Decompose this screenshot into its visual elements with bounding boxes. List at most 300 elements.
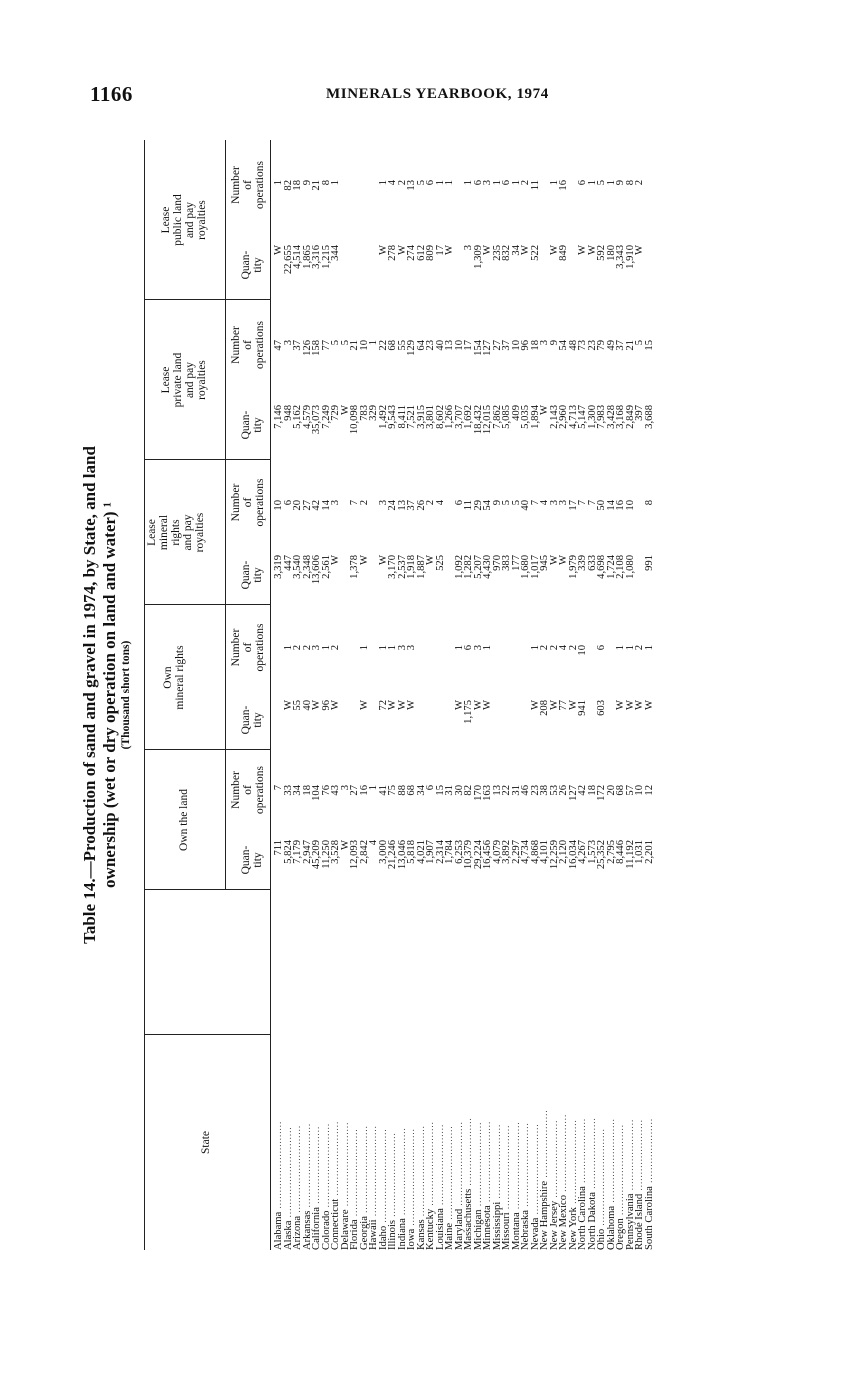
lease-mineral-operations-cell: 3 (548, 500, 560, 506)
own-land-quantity-cell: 2,947 (301, 840, 313, 864)
lease-public-quantity-cell: 22,655 (282, 245, 294, 275)
own-mineral-operations-cell: 2 (548, 645, 560, 651)
lease-private-operations-cell: 37 (292, 340, 303, 351)
own-land-quantity-cell: 711 (273, 840, 284, 856)
leader-dots: ........................... (510, 1121, 521, 1213)
own-mineral-operations-cell (426, 645, 436, 690)
state-name: Maine (444, 1222, 455, 1250)
own-land-operations-cell: 68 (406, 785, 417, 796)
leader-dots: ........................ (311, 1125, 321, 1208)
lease-private-operations-cell: 158 (311, 340, 322, 356)
subheader-quantity: Quan- tity (240, 560, 264, 590)
lease-public-operations-cell: 1 (377, 180, 389, 186)
lease-mineral-operations-cell: 10 (624, 500, 636, 511)
lease-mineral-quantity-cell: 2,537 (396, 555, 408, 579)
own-mineral-operations-cell: 3 (406, 645, 417, 651)
state-name: Arizona (292, 1215, 303, 1250)
lease-mineral-quantity-cell: 1,092 (453, 555, 465, 579)
lease-public-quantity-column (274, 245, 654, 300)
state-name: Delaware (339, 1209, 351, 1250)
leader-dots: ...................... (634, 1119, 644, 1194)
lease-private-quantity-cell: 18,432 (472, 405, 484, 435)
own-land-operations-cell: 15 (434, 785, 446, 796)
lease-public-operations-cell: 2 (396, 180, 408, 186)
leader-dots: .............................. (596, 1128, 606, 1229)
lease-mineral-operations-cell: 3 (330, 500, 341, 506)
own-mineral-quantity-cell: W (406, 700, 417, 710)
own-mineral-quantity-cell (493, 700, 503, 750)
state-name: New York (567, 1207, 579, 1250)
leader-dots: ...................... (586, 1117, 597, 1193)
own-land-quantity-cell: 4 (368, 840, 379, 846)
page-number: 1166 (90, 82, 133, 106)
lease-public-operations-cell: 1 (510, 180, 522, 186)
own-mineral-quantity-column (274, 700, 654, 750)
lease-mineral-operations-column (274, 500, 654, 545)
lease-mineral-quantity-cell: W (558, 555, 569, 565)
state-name: South Carolina (643, 1186, 655, 1250)
lease-mineral-operations-cell: 7 (349, 500, 360, 506)
lease-private-operations-cell: 13 (444, 340, 455, 351)
state-name: Idaho (377, 1225, 389, 1250)
own-mineral-quantity-cell: 96 (320, 700, 332, 711)
own-mineral-quantity-cell: W (330, 700, 341, 710)
lease-public-operations-cell: 18 (292, 180, 303, 191)
lease-private-operations-cell: 27 (491, 340, 503, 351)
lease-private-quantity-cell: 7,983 (596, 405, 607, 429)
lease-private-operations-cell: 17 (463, 340, 474, 351)
leader-dots: ............................. (377, 1128, 388, 1226)
subheader-quantity: Quan- tity (240, 250, 264, 280)
lease-private-quantity-cell: 1,300 (586, 405, 598, 429)
lease-mineral-operations-cell: 4 (434, 500, 446, 506)
own-mineral-operations-cell: 2 (292, 645, 303, 651)
table-row-state (645, 1035, 655, 1250)
own-mineral-operations-cell (417, 645, 427, 690)
lease-public-operations-cell: 1 (463, 180, 474, 186)
own-land-quantity-cell: 3,892 (501, 840, 512, 864)
lease-private-operations-cell: 54 (558, 340, 569, 351)
lease-public-quantity-cell: 592 (596, 245, 607, 261)
own-land-operations-cell: 76 (320, 785, 332, 796)
lease-private-operations-cell: 10 (453, 340, 465, 351)
running-head: MINERALS YEARBOOK, 1974 (326, 86, 549, 102)
lease-private-operations-cell: 10 (358, 340, 370, 351)
lease-mineral-operations-cell: 2 (358, 500, 370, 506)
lease-private-operations-cell: 10 (510, 340, 522, 351)
own-land-quantity-cell: 4,079 (491, 840, 503, 864)
own-mineral-quantity-cell: W (358, 700, 370, 710)
lease-private-quantity-cell: 329 (368, 405, 379, 421)
lease-public-quantity-cell (645, 245, 655, 300)
lease-mineral-quantity-cell: 1,979 (567, 555, 579, 579)
lease-public-operations-cell: 1 (586, 180, 598, 186)
lease-private-quantity-cell: 3,428 (605, 405, 617, 429)
own-land-quantity-cell: 2,842 (358, 840, 370, 864)
subheader-quantity: Quan- tity (240, 410, 264, 440)
group-rule (225, 750, 226, 890)
lease-mineral-operations-cell: 4 (539, 500, 550, 506)
own-land-quantity-cell: 2,201 (643, 840, 655, 864)
group-rule (225, 300, 226, 460)
own-mineral-operations-cell: 1 (615, 645, 626, 651)
state-name: Kansas (415, 1219, 427, 1250)
own-land-operations-cell: 31 (444, 785, 455, 796)
own-land-operations-cell: 88 (396, 785, 408, 796)
own-mineral-operations-cell: 2 (634, 645, 645, 651)
lease-private-quantity-cell: 2,143 (548, 405, 560, 429)
own-land-operations-cell: 38 (539, 785, 550, 796)
lease-public-operations-cell: 6 (472, 180, 484, 186)
lease-private-operations-cell: 126 (301, 340, 313, 356)
leader-dots: .......................... (453, 1121, 464, 1209)
own-land-quantity-cell: 1,031 (634, 840, 645, 864)
own-mineral-quantity-cell: W (282, 700, 294, 710)
lease-private-operations-cell: 48 (567, 340, 579, 351)
group-rule (225, 605, 226, 750)
own-land-operations-cell: 75 (387, 785, 398, 796)
own-mineral-operations-cell: 6 (596, 645, 607, 651)
lease-public-operations-cell: 11 (529, 180, 541, 191)
own-mineral-operations-cell: 1 (624, 645, 636, 651)
top-rule (144, 140, 145, 1250)
lease-mineral-operations-cell: 17 (567, 500, 579, 511)
lease-mineral-operations-cell (445, 500, 455, 545)
lease-mineral-quantity-cell: 2,561 (320, 555, 332, 579)
lease-private-quantity-cell: 10,098 (349, 405, 360, 435)
state-name: Connecticut (330, 1198, 341, 1250)
state-name: Indiana (396, 1218, 408, 1250)
lease-private-operations-cell: 55 (396, 340, 408, 351)
lease-public-quantity-cell: 3 (463, 245, 474, 251)
leader-dots: ..................... (463, 1117, 473, 1189)
lease-public-operations-cell: 2 (634, 180, 645, 186)
lease-private-operations-cell: 77 (320, 340, 332, 351)
header-lease-mineral: Lease mineral rights and pay royalties (146, 512, 206, 553)
lease-public-quantity-cell: W (444, 245, 455, 255)
own-mineral-operations-cell: 1 (377, 645, 389, 651)
own-mineral-operations-cell: 1 (282, 645, 294, 651)
lease-mineral-quantity-cell: 383 (501, 555, 512, 571)
lease-private-operations-cell: 37 (615, 340, 626, 351)
lease-private-operations-cell: 154 (472, 340, 484, 356)
state-name: Florida (349, 1219, 360, 1250)
lease-mineral-quantity-cell: 1,282 (463, 555, 474, 579)
lease-public-quantity-cell (360, 245, 370, 300)
own-land-quantity-cell: 5,824 (282, 840, 294, 864)
lease-mineral-operations-cell: 24 (387, 500, 398, 511)
table-title-line-1: Table 14.—Production of sand and gravel in 1974, by State, and land (80, 446, 99, 944)
own-land-quantity-cell: 10,379 (463, 840, 474, 870)
leader-dots: .................... (643, 1117, 654, 1187)
lease-private-operations-cell: 21 (349, 340, 360, 351)
leader-dots: .......................... (425, 1121, 435, 1209)
state-name: Minnesota (482, 1205, 493, 1250)
lease-public-operations-cell: 1 (491, 180, 503, 186)
own-land-quantity-cell: 8,446 (615, 840, 626, 864)
lease-private-operations-cell: 15 (643, 340, 655, 351)
own-mineral-operations-cell (341, 645, 351, 690)
lease-mineral-operations-cell: 14 (320, 500, 332, 511)
lease-public-operations-cell (645, 180, 655, 230)
lease-private-quantity-cell: 2,960 (558, 405, 569, 429)
lease-private-quantity-cell: 3,801 (425, 405, 436, 429)
lease-private-quantity-column (274, 405, 654, 460)
own-mineral-quantity-cell (502, 700, 512, 750)
own-land-operations-cell: 34 (292, 785, 303, 796)
own-mineral-quantity-cell: 1,175 (463, 700, 474, 724)
state-name: California (311, 1207, 322, 1250)
own-land-quantity-cell: W (339, 840, 351, 850)
lease-private-quantity-cell: 783 (358, 405, 370, 421)
state-name: Arkansas (301, 1210, 313, 1250)
lease-mineral-operations-cell: 9 (491, 500, 503, 506)
subheader-operations: Number of operations (230, 623, 266, 672)
lease-mineral-operations-cell: 42 (311, 500, 322, 511)
lease-mineral-quantity-cell: 633 (586, 555, 598, 571)
lease-public-operations-cell: 6 (501, 180, 512, 186)
header-own-mineral: Own mineral rights (162, 645, 186, 710)
own-land-quantity-cell: 5,818 (406, 840, 417, 864)
state-name: Montana (510, 1212, 522, 1250)
own-land-quantity-cell: 1,573 (586, 840, 598, 864)
leader-dots: ........................... (358, 1125, 369, 1217)
own-mineral-quantity-cell (512, 700, 522, 750)
lease-public-operations-cell (350, 180, 360, 230)
lease-private-quantity-cell: 397 (634, 405, 645, 421)
lease-private-quantity-cell: 948 (282, 405, 294, 421)
lease-private-operations-cell: 18 (529, 340, 541, 351)
leader-dots: ............................. (444, 1125, 454, 1223)
own-land-quantity-cell: 3,000 (377, 840, 389, 864)
own-land-quantity-cell: 11,250 (320, 840, 332, 869)
lease-public-quantity-cell: W (396, 245, 408, 255)
lease-public-operations-cell: 1 (434, 180, 446, 186)
leader-dots: .......................... (605, 1118, 616, 1206)
own-mineral-quantity-cell (341, 700, 351, 750)
own-land-quantity-cell: 11,192 (624, 840, 636, 869)
lease-mineral-operations-cell: 3 (377, 500, 389, 506)
lease-private-quantity-cell: 3,915 (415, 405, 427, 429)
own-mineral-operations-cell (436, 645, 446, 690)
lease-private-quantity-cell: W (539, 405, 550, 415)
leader-dots: ............................ (415, 1125, 426, 1220)
leader-dots: .............................. (406, 1128, 416, 1229)
own-land-operations-cell: 13 (491, 785, 503, 796)
own-land-operations-cell: 22 (501, 785, 512, 796)
leader-dots: ......................... (434, 1123, 445, 1209)
lease-private-quantity-cell: 7,862 (491, 405, 503, 429)
own-mineral-quantity-cell: W (387, 700, 398, 710)
lease-mineral-quantity-cell: 3,170 (387, 555, 398, 579)
own-land-quantity-cell: 16,034 (567, 840, 579, 870)
subheader-quantity: Quan- tity (240, 845, 264, 875)
own-mineral-quantity-cell: W (472, 700, 484, 710)
lease-mineral-quantity-cell: 447 (282, 555, 294, 571)
lease-mineral-operations-cell: 5 (501, 500, 512, 506)
leader-dots: .......................... (320, 1122, 331, 1211)
own-land-operations-cell: 27 (349, 785, 360, 796)
lease-private-quantity-cell: 4,579 (301, 405, 313, 429)
own-land-operations-cell: 53 (548, 785, 560, 796)
lease-public-quantity-cell: W (377, 245, 389, 255)
leader-dots: ........................... (349, 1128, 359, 1220)
own-land-operations-cell: 16 (358, 785, 370, 796)
lease-mineral-quantity-cell: 1,080 (624, 555, 636, 579)
lease-public-quantity-cell: 344 (330, 245, 341, 261)
lease-mineral-quantity-cell: 1,378 (349, 555, 360, 579)
lease-private-quantity-cell: 1,692 (463, 405, 474, 429)
state-name: Rhode Island (634, 1193, 645, 1250)
own-land-operations-cell: 18 (301, 785, 313, 796)
own-land-operations-cell: 12 (643, 785, 655, 796)
own-land-quantity-cell: 29,224 (472, 840, 484, 870)
subheader-operations: Number of operations (230, 766, 266, 814)
lease-public-operations-cell (369, 180, 379, 230)
own-mineral-quantity-cell: 941 (577, 700, 588, 716)
lease-public-operations-cell: 21 (311, 180, 322, 191)
own-land-quantity-cell: 2,297 (510, 840, 522, 864)
lease-public-quantity-cell: 1,910 (624, 245, 636, 269)
lease-public-operations-cell: 1 (330, 180, 341, 186)
lease-private-quantity-cell: 8,602 (434, 405, 446, 429)
own-land-operations-cell: 33 (282, 785, 294, 796)
state-name: Michigan (472, 1209, 484, 1250)
own-mineral-quantity-cell: W (567, 700, 579, 710)
own-land-operations-cell: 31 (510, 785, 522, 796)
lease-private-operations-column (274, 340, 654, 390)
leader-dots: .......................... (501, 1124, 511, 1213)
lease-private-quantity-cell: W (339, 405, 351, 415)
lease-public-operations-cell: 3 (482, 180, 493, 186)
lease-private-quantity-cell: 5,035 (520, 405, 531, 429)
state-name: Maryland (453, 1208, 465, 1250)
own-land-operations-cell: 104 (311, 785, 322, 801)
lease-mineral-operations-cell (369, 500, 379, 545)
lease-public-operations-cell: 5 (596, 180, 607, 186)
lease-mineral-quantity-cell: W (548, 555, 560, 565)
lease-public-operations-cell (360, 180, 370, 230)
own-mineral-operations-cell: 2 (539, 645, 550, 651)
leader-dots: .......................... (339, 1121, 350, 1210)
lease-private-operations-cell: 37 (501, 340, 512, 351)
lease-private-quantity-cell: 7,521 (406, 405, 417, 429)
own-land-quantity-cell: 3,528 (330, 840, 341, 864)
own-mineral-operations-cell: 10 (577, 645, 588, 656)
header-lease-public: Lease public land and pay royalties (160, 194, 208, 246)
own-mineral-operations-cell: 6 (463, 645, 474, 651)
lease-public-quantity-cell: W (520, 245, 531, 255)
lease-private-quantity-cell: 1,492 (377, 405, 389, 429)
own-mineral-quantity-cell: 603 (596, 700, 607, 716)
own-land-operations-cell: 57 (624, 785, 636, 796)
own-mineral-operations-cell: 4 (558, 645, 569, 651)
own-mineral-operations-cell (521, 645, 531, 690)
own-mineral-operations-cell: 1 (529, 645, 541, 651)
lease-public-quantity-cell: 832 (501, 245, 512, 261)
lease-public-quantity-cell: 17 (434, 245, 446, 256)
state-name: Ohio (596, 1228, 607, 1250)
lease-private-operations-cell: 5 (634, 340, 645, 346)
lease-public-quantity-cell: W (586, 245, 598, 255)
own-mineral-operations-cell (350, 645, 360, 690)
lease-mineral-quantity-cell: 3,540 (292, 555, 303, 579)
lease-mineral-quantity-cell: W (330, 555, 341, 565)
lease-mineral-quantity-cell: 5,207 (472, 555, 484, 579)
subheader-operations: Number of operations (230, 478, 266, 527)
state-name: Massachusetts (463, 1188, 474, 1250)
lease-mineral-operations-cell: 14 (605, 500, 617, 511)
lease-public-quantity-cell: 809 (425, 245, 436, 261)
own-mineral-operations-cell: 1 (643, 645, 655, 651)
lease-private-quantity-cell: 35,073 (311, 405, 322, 435)
own-land-quantity-cell: 4,734 (520, 840, 531, 864)
lease-mineral-quantity-cell: 4,698 (596, 555, 607, 579)
state-name: Nevada (529, 1217, 541, 1250)
lease-public-operations-cell: 5 (415, 180, 427, 186)
own-land-operations-cell: 163 (482, 785, 493, 801)
own-land-operations-cell: 172 (596, 785, 607, 801)
own-mineral-quantity-cell: 72 (377, 700, 389, 711)
leader-dots: .......................... (387, 1132, 397, 1220)
state-name: Pennsylvania (624, 1193, 636, 1250)
lease-mineral-operations-cell: 5 (510, 500, 522, 506)
lease-mineral-operations-cell: 11 (463, 500, 474, 511)
own-mineral-operations-column (274, 645, 654, 690)
own-mineral-quantity-cell: W (643, 700, 655, 710)
lease-mineral-quantity-cell: 177 (510, 555, 522, 571)
leader-dots: .......................... (472, 1121, 483, 1210)
lease-private-operations-cell: 47 (273, 340, 284, 351)
state-name: Missouri (501, 1212, 512, 1250)
lease-mineral-operations-cell: 2 (425, 500, 436, 506)
own-land-operations-cell: 170 (472, 785, 484, 801)
own-land-quantity-cell: 12,093 (349, 840, 360, 870)
state-name: Oregon (615, 1218, 626, 1250)
lease-public-operations-cell: 1 (605, 180, 617, 186)
lease-public-operations-cell: 1 (444, 180, 455, 186)
lease-public-quantity-cell: 612 (415, 245, 427, 261)
own-land-quantity-cell: 16,456 (482, 840, 493, 870)
leader-dots: .................... (577, 1117, 587, 1187)
leader-dots: ......................... (482, 1120, 492, 1206)
own-mineral-operations-cell: 1 (358, 645, 370, 651)
header-own-land: Own the land (178, 789, 190, 851)
own-land-operations-cell: 127 (567, 785, 579, 801)
lease-mineral-operations-cell: 29 (472, 500, 484, 511)
lease-mineral-quantity-cell: 4,430 (482, 555, 493, 579)
lease-private-quantity-cell: 5,162 (292, 405, 303, 429)
leader-dots: .......................... (520, 1122, 530, 1210)
state-name: Alabama (273, 1211, 284, 1250)
lease-mineral-operations-cell: 6 (453, 500, 465, 506)
lease-public-quantity-cell: 1,865 (301, 245, 313, 269)
lease-mineral-operations-cell (635, 500, 645, 545)
own-land-operations-cell: 43 (330, 785, 341, 796)
lease-mineral-quantity-cell: 1,680 (520, 555, 531, 579)
lease-public-quantity-cell: W (482, 245, 493, 255)
lease-private-operations-cell: 9 (548, 340, 560, 346)
table-unit: (Thousand short tons) (120, 640, 132, 750)
table-title-line-2: ownership (wet or dry operation on land and water) ¹ (100, 502, 119, 888)
own-land-quantity-cell: 2,314 (434, 840, 446, 864)
own-mineral-operations-cell (493, 645, 503, 690)
lease-private-operations-cell: 96 (520, 340, 531, 351)
own-land-quantity-cell: 1,784 (444, 840, 455, 864)
lease-public-quantity-cell: 1,215 (320, 245, 332, 269)
lease-private-quantity-cell: 7,249 (320, 405, 332, 429)
own-land-operations-cell: 41 (377, 785, 389, 796)
